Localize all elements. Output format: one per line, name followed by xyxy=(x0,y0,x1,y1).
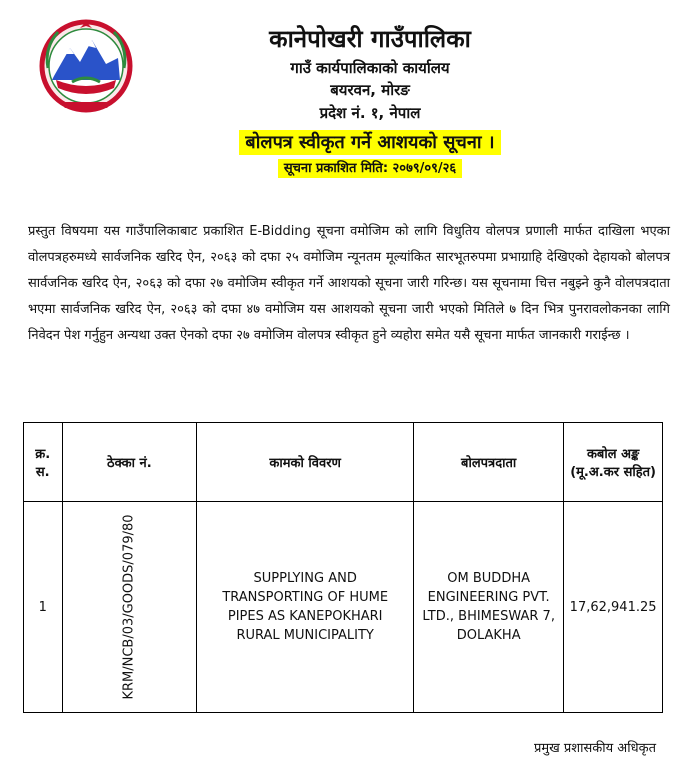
cell-description xyxy=(197,502,414,713)
office-location: बयरवन, मोरङ xyxy=(330,81,410,99)
notice-title: बोलपत्र स्वीकृत गर्ने आशयको सूचना । xyxy=(239,130,500,155)
col-header-sn-line1: क्र. xyxy=(35,447,51,462)
cell-bidder xyxy=(414,502,564,713)
notice-title-wrap xyxy=(130,130,610,154)
signature-title: प्रमुख प्रशासकीय अधिकृत xyxy=(533,741,656,756)
col-header-sn xyxy=(24,423,63,502)
col-header-bidder: बोलपत्रदाता xyxy=(414,423,564,502)
letterhead xyxy=(0,0,696,190)
col-header-sn-line2: स. xyxy=(35,465,50,480)
office-name: कानेपोखरी गाउँपालिका xyxy=(269,25,471,53)
nepal-government-emblem-icon xyxy=(36,18,136,114)
office-province: प्रदेश नं. १, नेपाल xyxy=(319,104,421,122)
publish-date: सूचना प्रकाशित मिति: २०७९/०९/२६ xyxy=(278,159,462,178)
col-header-amount-line1: कबोल अङ्क xyxy=(586,447,640,462)
cell-contract-no-box xyxy=(63,502,197,712)
cell-amount: 17,62,941.25 xyxy=(564,502,663,713)
bid-table xyxy=(23,422,663,713)
col-header-contract-no: ठेक्का नं. xyxy=(62,423,197,502)
notice-body: प्रस्तुत विषयमा यस गाउँपालिकाबाट प्रकाशित E-Bidding सूचना वमोजिम को लागि विधुतिय वोलपत्र प्रणाली मार्फत दाखिला भएका वोलपत्रहरुमध्ये सार्वजनिक खरिद ऐन, २०६३ को दफा २५ वमोजिम न्यूनतम मूल्यांकित सारभूतरुपमा प्रभाग्राहि देखिएको देहायको बोलपत्र सार्वजनिक खरिद ऐन, २०६३ को दफा २७ वमोजिम स्वीकृत गर्ने आशयको सूचना जारी गरिन्छ। यस सूचनामा चित्त नबुझ्ने कुनै वोलपत्रदाता भएमा सार्वजनिक खरिद ऐन, २०६३ को दफा ४७ वमोजिम यस आशयको सूचना जारी भएको मितिले ७ दिन भित्र पुनरावलोकनका लागि निवेदन पेश गर्नुहुन अन्यथा उक्त ऐनको दफा २७ वमोजिम वोलपत्र स्वीकृत हुने व्यहोरा समेत यसै सूचना मार्फत जानकारी गराईन्छ । xyxy=(28,224,670,343)
cell-description-text: SUPPLYING AND TRANSPORTING OF HUME PIPES AS KANEPOKHARI RURAL MUNICIPALITY xyxy=(222,571,389,643)
cell-contract-no-wrap xyxy=(62,502,197,713)
table-row xyxy=(24,502,663,713)
cell-contract-no: KRM/NCB/03/GOODS/079/80 xyxy=(121,514,137,700)
table-header-row xyxy=(24,423,663,502)
col-header-amount xyxy=(564,423,663,502)
cell-bidder-text: OM BUDDHA ENGINEERING PVT. LTD., BHIMESWAR 7, DOLAKHA xyxy=(422,571,555,643)
col-header-amount-line2: (मू.अ.कर सहित) xyxy=(570,465,656,480)
office-subtitle: गाउँ कार्यपालिकाको कार्यालय xyxy=(290,59,450,77)
publish-date-wrap xyxy=(130,158,610,176)
cell-sn: 1 xyxy=(24,502,63,713)
col-header-description: कामको विवरण xyxy=(197,423,414,502)
